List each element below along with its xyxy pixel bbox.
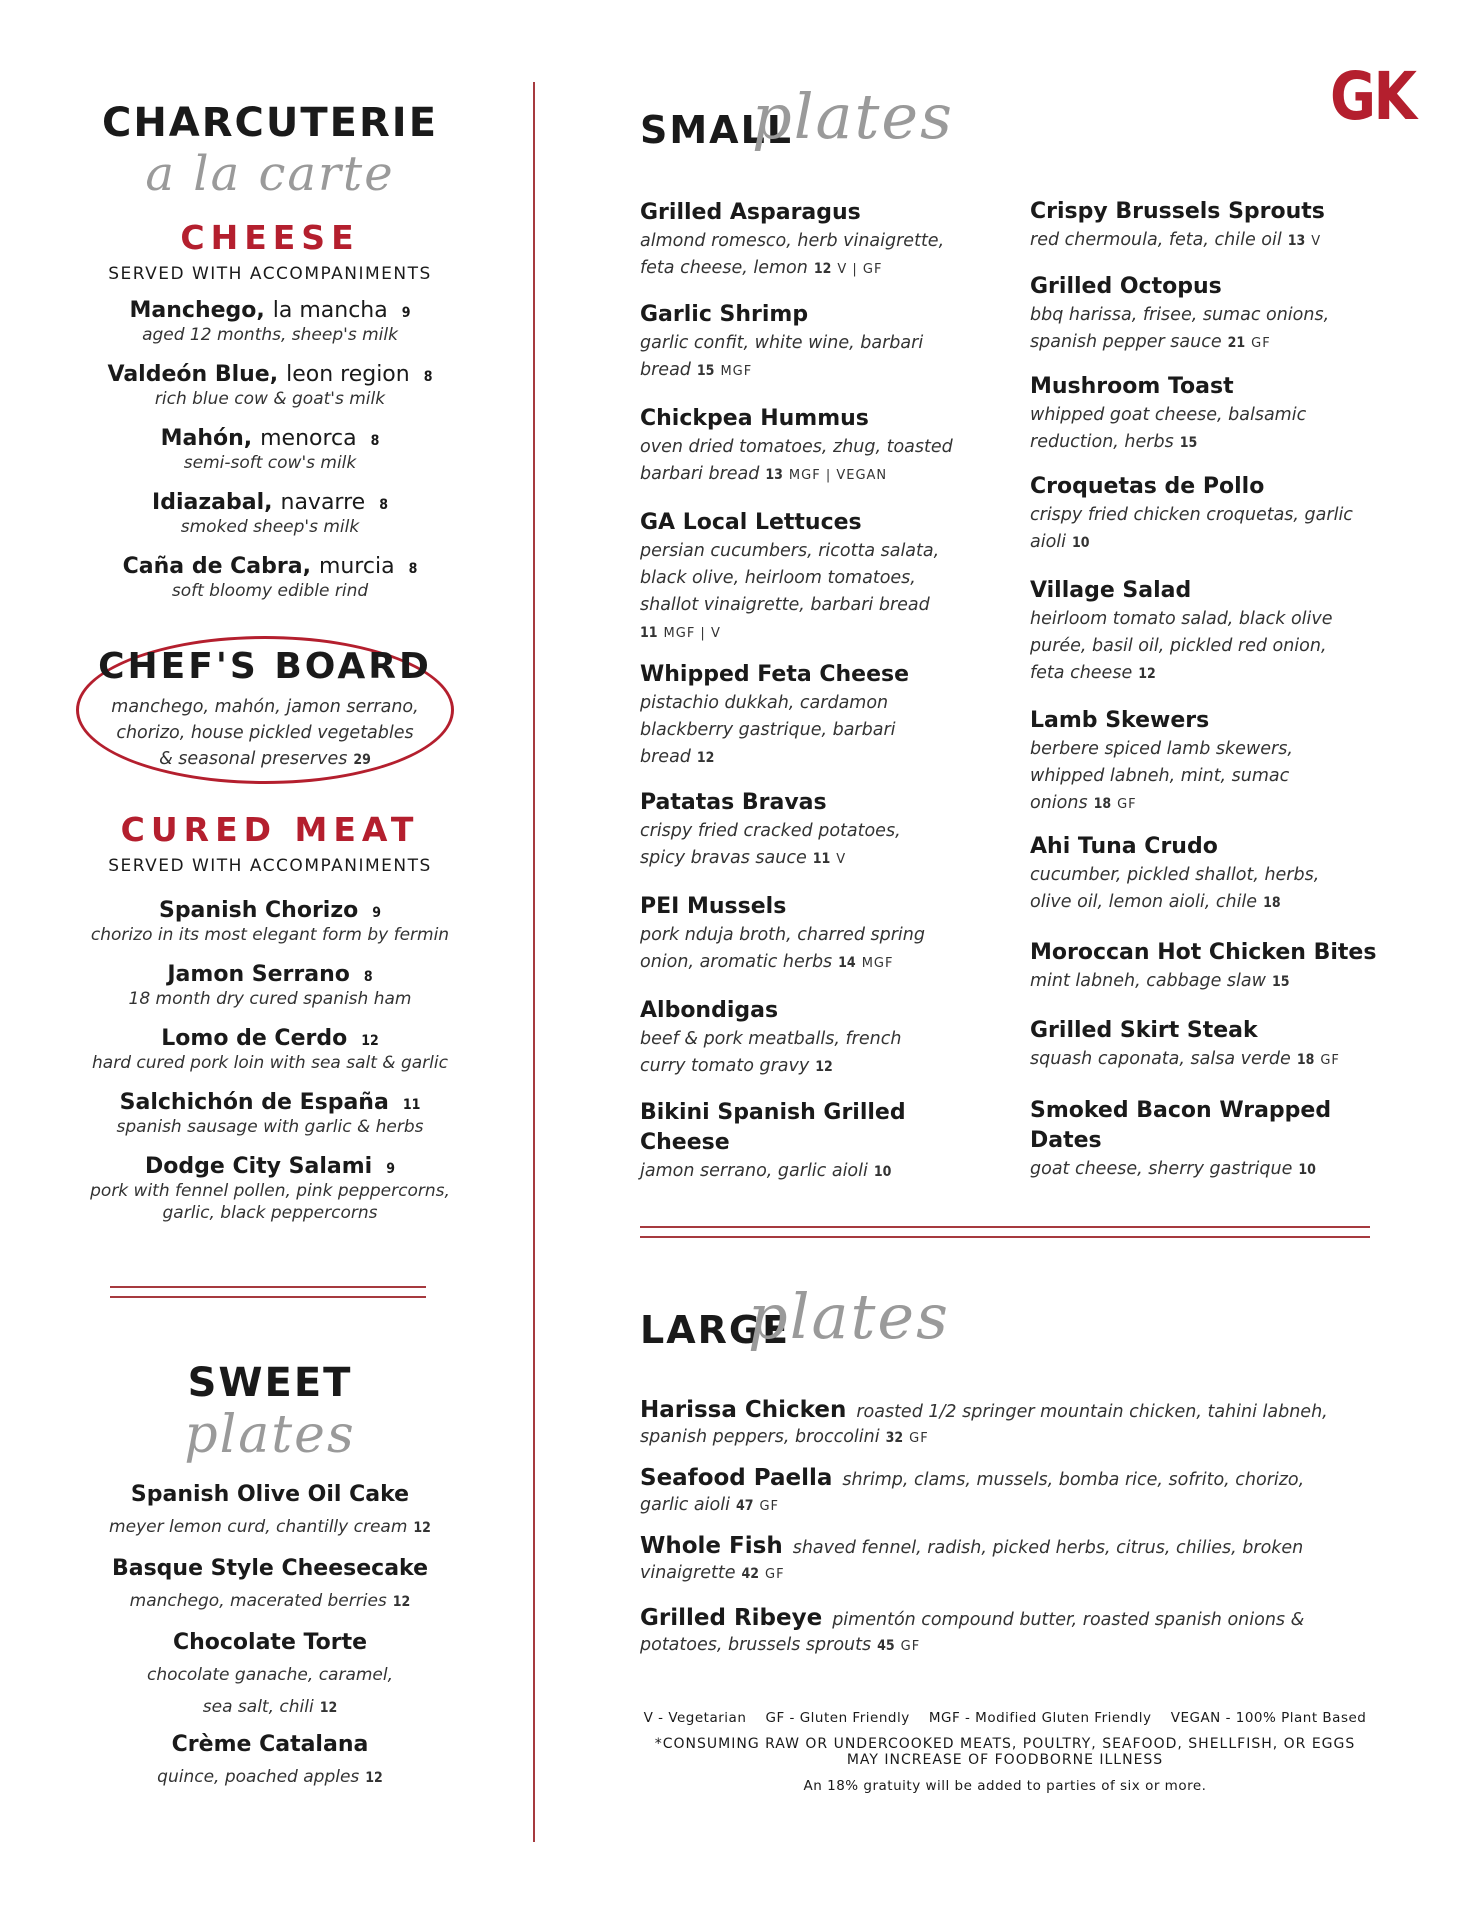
cheese-region: menorca (260, 426, 357, 451)
small-plate-desc-line (640, 717, 995, 744)
small-plate-item (1030, 372, 1385, 457)
small-plate-item (640, 404, 995, 489)
small-plate-desc: whipped goat cheese, balsamic (1030, 405, 1307, 425)
cured-meat-desc: spanish sausage with garlic & herbs (116, 1117, 424, 1137)
small-plate-name: Smoked Bacon Wrapped Dates (1030, 1098, 1332, 1153)
diet-tag: GF (900, 1639, 921, 1654)
small-plate-desc-line (1030, 402, 1385, 429)
small-plate-price: 18 (1296, 1052, 1315, 1068)
small-plate-item (640, 198, 995, 283)
cured-meat-item (60, 898, 480, 945)
small-plate-name: Whipped Feta Cheese (640, 662, 910, 687)
large-plate-desc-2: vinaigrette (640, 1563, 736, 1583)
small-plate-desc: crispy fried chicken croquetas, garlic (1030, 505, 1353, 525)
small-plate-item (640, 788, 995, 873)
cured-meat-desc: pork with fennel pollen, pink peppercorns, (90, 1181, 450, 1201)
sweet-desc: quince, poached apples (157, 1767, 360, 1787)
cured-meat-desc: hard cured pork loin with sea salt & garlic (92, 1053, 448, 1073)
cheese-desc: soft bloomy edible rind (171, 581, 369, 601)
small-plate-desc: cucumber, pickled shallot, herbs, (1030, 865, 1320, 885)
cured-meat-name: Dodge City Salami (145, 1154, 373, 1179)
large-plate-desc-2: potatoes, brussels sprouts (640, 1635, 872, 1655)
sweet-desc: meyer lemon curd, chantilly cream (109, 1517, 408, 1537)
sweet-price: 12 (413, 1520, 431, 1536)
small-plate-desc-line (640, 845, 995, 873)
large-plate-item (640, 1466, 1380, 1519)
large-plate-name: Grilled Ribeye (640, 1605, 823, 1631)
small-plate-desc: pistachio dukkah, cardamon (640, 693, 889, 713)
large-plate-desc: roasted 1/2 springer mountain chicken, tahini labneh, (856, 1402, 1328, 1422)
small-plate-desc-line (1030, 736, 1385, 763)
small-plate-desc: beef & pork meatballs, french (640, 1029, 902, 1049)
left-divider (110, 1286, 426, 1298)
small-plate-desc-line (1030, 1156, 1385, 1184)
diet-tag: GF (1320, 1053, 1340, 1068)
small-plate-price: 11 (812, 851, 831, 867)
large-plate-line1 (640, 1606, 1380, 1633)
cheese-line (60, 298, 480, 323)
large-plate-line2 (640, 1561, 1380, 1587)
cheese-price: 8 (423, 369, 433, 385)
small-plate-name: Garlic Shrimp (640, 302, 809, 327)
large-plate-item (640, 1606, 1380, 1659)
sweet-desc-2: sea salt, chili (202, 1697, 314, 1717)
charcuterie-script: a la carte (145, 146, 395, 202)
small-plate-desc: jamon serrano, garlic aioli (640, 1161, 868, 1181)
cheese-item (60, 298, 480, 345)
diet-tag: MGF (861, 956, 894, 971)
cured-meat-line (60, 962, 480, 987)
cured-meat-name: Lomo de Cerdo (161, 1026, 348, 1051)
small-plates-script: plates (752, 80, 954, 153)
sweet-desc-line (60, 1512, 480, 1543)
diet-tag: MGF | VEGAN (788, 468, 888, 483)
small-plate-desc-line (1030, 763, 1385, 790)
sweet-item (60, 1730, 480, 1793)
large-plate-desc: pimentón compound butter, roasted spanish onions & (832, 1610, 1305, 1630)
small-plate-desc: blackberry gastrique, barbari (640, 720, 896, 740)
large-plates-title: LARGE (640, 1308, 791, 1352)
small-plate-item (1030, 197, 1385, 255)
cured-meat-price: 8 (363, 969, 373, 985)
cured-meat-desc: chorizo in its most elegant form by fermin (90, 925, 450, 945)
cured-meat-price: 12 (361, 1033, 379, 1049)
small-plate-name: Grilled Skirt Steak (1030, 1018, 1258, 1043)
cured-meat-name: Salchichón de España (119, 1090, 389, 1115)
cured-meat-price: 9 (372, 905, 382, 921)
small-plate-name: Lamb Skewers (1030, 708, 1210, 733)
small-plate-desc: crispy fried cracked potatoes, (640, 821, 901, 841)
sweet-desc: chocolate ganache, caramel, (146, 1665, 394, 1685)
charcuterie-title: CHARCUTERIE (101, 100, 439, 146)
diet-tag: GF (1117, 797, 1137, 812)
large-plate-desc: shrimp, clams, mussels, bomba rice, sofrito, chorizo, (842, 1470, 1305, 1490)
sweet-name: Chocolate Torte (172, 1630, 368, 1655)
sweet-desc-line (60, 1762, 480, 1793)
sweet-desc: manchego, macerated berries (129, 1591, 387, 1611)
small-plate-item (1030, 1096, 1385, 1184)
small-plate-name: Patatas Bravas (640, 790, 827, 815)
sweet-price: 12 (365, 1770, 383, 1786)
cheese-name: Idiazabal, (152, 490, 273, 515)
sweet-title: SWEET (187, 1360, 353, 1406)
cheese-name: Mahón, (160, 426, 253, 451)
logo: GK (1330, 58, 1415, 135)
sweet-item (60, 1554, 480, 1617)
raw-warning-line1: *CONSUMING RAW OR UNDERCOOKED MEATS, POULTRY, SEAFOOD, SHELLFISH, OR EGGS (654, 1736, 1356, 1752)
small-plate-desc-line (1030, 660, 1385, 688)
diet-tag: MGF | V (663, 626, 721, 641)
large-plate-item (640, 1398, 1380, 1451)
cured-meat-desc: 18 month dry cured spanish ham (128, 989, 412, 1009)
small-plate-item (640, 660, 995, 772)
small-plate-name: Ahi Tuna Crudo (1030, 834, 1218, 859)
small-plate-item (1030, 938, 1385, 996)
column-divider (533, 82, 535, 1842)
small-plate-desc-line (1030, 968, 1385, 996)
small-plate-desc-line (640, 619, 995, 647)
small-plate-price: 12 (815, 1059, 833, 1075)
small-plate-item (1030, 472, 1385, 557)
small-plate-desc-line (1030, 529, 1385, 557)
small-plate-desc: reduction, herbs (1030, 432, 1174, 452)
sweet-desc-line (60, 1692, 480, 1723)
gratuity-note: An 18% gratuity will be added to parties of six or more. (803, 1778, 1207, 1794)
diet-legend: V - Vegetarian GF - Gluten Friendly MGF - Modified Gluten Friendly VEGAN - 100% Plant Based (643, 1710, 1367, 1726)
small-plates-title: SMALL (640, 108, 794, 152)
small-plate-desc: onion, aromatic herbs (640, 952, 833, 972)
right-divider (640, 1226, 1370, 1238)
small-plate-name: Croquetas de Pollo (1030, 474, 1265, 499)
small-plate-desc-line (1030, 862, 1385, 889)
small-plate-desc-line (640, 744, 995, 772)
cured-meat-item (60, 1090, 480, 1137)
small-plate-desc-line (640, 949, 995, 977)
cheese-name: Manchego, (129, 298, 265, 323)
small-plate-price: 15 (1271, 974, 1290, 990)
small-plate-item (640, 892, 995, 977)
small-plate-desc-line (1030, 429, 1385, 457)
footer (640, 1710, 1370, 1794)
diet-tag: V | GF (837, 262, 883, 277)
sweet-name: Spanish Olive Oil Cake (130, 1482, 410, 1507)
small-plate-item (1030, 706, 1385, 818)
cured-meat-price: 9 (386, 1161, 395, 1177)
cheese-region: murcia (318, 554, 395, 579)
cheese-title: CHEESE (180, 218, 360, 257)
cheese-line (60, 362, 480, 387)
small-plate-price: 18 (1093, 796, 1112, 812)
raw-warning-line2: MAY INCREASE OF FOODBORNE ILLNESS (846, 1752, 1164, 1768)
cheese-desc: rich blue cow & goat's milk (154, 389, 386, 409)
small-plate-item (640, 508, 995, 647)
cured-meat-name: Spanish Chorizo (158, 898, 359, 923)
sweet-item (60, 1628, 480, 1723)
diet-tag: V (836, 852, 847, 867)
cheese-line (60, 490, 480, 515)
large-plate-line2 (640, 1493, 1380, 1519)
cheese-desc: semi-soft cow's milk (183, 453, 357, 473)
small-plate-desc-line (1030, 606, 1385, 633)
small-plate-price: 11 (640, 625, 658, 641)
cheese-item (60, 362, 480, 409)
large-plate-desc: shaved fennel, radish, picked herbs, citrus, chilies, broken (792, 1538, 1304, 1558)
large-plate-price: 47 (735, 1498, 754, 1514)
small-plate-desc: almond romesco, herb vinaigrette, (640, 231, 945, 251)
small-plate-price: 21 (1227, 335, 1246, 351)
diet-tag: V (1311, 234, 1322, 249)
cured-meat-subtitle: SERVED WITH ACCOMPANIMENTS (108, 856, 432, 876)
small-plate-desc: spicy bravas sauce (640, 848, 807, 868)
sweet-script: plates (184, 1405, 356, 1465)
small-plate-price: 14 (838, 955, 856, 971)
chefs-board-line1: manchego, mahón, jamon serrano, (111, 697, 419, 717)
cheese-region: la mancha (272, 298, 388, 323)
cheese-subtitle: SERVED WITH ACCOMPANIMENTS (108, 264, 432, 284)
small-plate-name: Grilled Octopus (1030, 274, 1222, 299)
small-plate-price: 13 (1287, 233, 1306, 249)
small-plate-desc-line (640, 818, 995, 845)
cured-meat-item (60, 1026, 480, 1073)
large-plate-line2 (640, 1633, 1380, 1659)
cheese-line (60, 554, 480, 579)
small-plate-desc: garlic confit, white wine, barbari (640, 333, 924, 353)
cheese-region: navarre (280, 490, 366, 515)
small-plate-price: 12 (1138, 666, 1156, 682)
small-plate-desc: berbere spiced lamb skewers, (1030, 739, 1293, 759)
sweet-item (60, 1480, 480, 1543)
cured-meat-title: CURED MEAT (120, 810, 420, 849)
cheese-desc: aged 12 months, sheep's milk (142, 325, 398, 345)
small-plate-item (1030, 1016, 1385, 1074)
sweet-name: Basque Style Cheesecake (111, 1556, 429, 1581)
small-plate-item (1030, 272, 1385, 357)
chefs-board-title: CHEF'S BOARD (98, 646, 432, 687)
small-plate-name: Moroccan Hot Chicken Bites (1030, 940, 1377, 965)
small-plate-desc: purée, basil oil, pickled red onion, (1030, 636, 1327, 656)
small-plate-name: Village Salad (1030, 578, 1192, 603)
small-plate-price: 18 (1263, 895, 1281, 911)
small-plate-desc-line (1030, 227, 1385, 255)
small-plate-price: 10 (1072, 535, 1090, 551)
sweet-desc-line (60, 1586, 480, 1617)
small-plate-desc: aioli (1030, 532, 1067, 552)
small-plate-desc: red chermoula, feta, chile oil (1030, 230, 1282, 250)
small-plate-desc: barbari bread (640, 464, 760, 484)
small-plate-desc: mint labneh, cabbage slaw (1030, 971, 1266, 991)
small-plate-desc: bbq harissa, frisee, sumac onions, (1030, 305, 1330, 325)
small-plate-desc-line (1030, 790, 1385, 818)
small-plate-desc-line (640, 228, 995, 255)
sweet-price: 12 (392, 1594, 411, 1610)
cheese-item (60, 490, 480, 537)
diet-tag: GF (765, 1567, 785, 1582)
small-plate-desc: squash caponata, salsa verde (1030, 1049, 1291, 1069)
cheese-price: 8 (370, 433, 380, 449)
large-plate-name: Seafood Paella (640, 1465, 833, 1491)
cured-meat-price: 11 (402, 1097, 421, 1113)
small-plate-desc-line (640, 922, 995, 949)
small-plate-desc: black olive, heirloom tomatoes, (640, 568, 916, 588)
small-plate-desc-line (640, 1053, 995, 1081)
small-plate-desc-line (1030, 633, 1385, 660)
large-plate-item (640, 1534, 1380, 1587)
small-plate-desc: feta cheese, lemon (640, 258, 808, 278)
small-plate-price: 12 (696, 750, 715, 766)
small-plate-item (1030, 832, 1385, 917)
diet-tag: GF (909, 1431, 929, 1446)
small-plate-desc: persian cucumbers, ricotta salata, (640, 541, 940, 561)
small-plate-item (1030, 576, 1385, 688)
cheese-price: 8 (408, 561, 418, 577)
small-plate-price: 15 (1179, 435, 1198, 451)
small-plate-desc-line (640, 330, 995, 357)
cured-meat-line (60, 898, 480, 923)
small-plate-name: Crispy Brussels Sprouts (1030, 199, 1325, 224)
small-plate-item (640, 1098, 995, 1186)
large-plate-price: 45 (877, 1638, 895, 1654)
cured-meat-desc-2: garlic, black peppercorns (162, 1203, 378, 1223)
small-plate-desc: whipped labneh, mint, sumac (1030, 766, 1290, 786)
small-plate-price: 10 (1298, 1162, 1316, 1178)
cheese-name: Caña de Cabra, (122, 554, 311, 579)
chefs-board-price: 29 (353, 752, 371, 768)
small-plate-desc-line (640, 565, 995, 592)
small-plate-desc-line (640, 255, 995, 283)
small-plate-desc-line (640, 538, 995, 565)
small-plate-price: 10 (873, 1164, 892, 1180)
cheese-item (60, 554, 480, 601)
small-plate-name: Albondigas (640, 998, 779, 1023)
diet-tag: MGF (720, 364, 753, 379)
large-plate-line2 (640, 1425, 1380, 1451)
cheese-line (60, 426, 480, 451)
small-plate-name: Bikini Spanish Grilled Cheese (640, 1100, 906, 1155)
small-plate-desc-line (1030, 502, 1385, 529)
small-plate-desc-line (1030, 1046, 1385, 1074)
large-plate-line1 (640, 1466, 1380, 1493)
small-plate-desc-line (1030, 302, 1385, 329)
small-plate-desc: curry tomato gravy (640, 1056, 810, 1076)
small-plate-price: 15 (696, 363, 715, 379)
cheese-desc: smoked sheep's milk (180, 517, 360, 537)
large-plate-line1 (640, 1398, 1380, 1425)
cheese-region: leon region (286, 362, 410, 387)
small-plate-desc-line (640, 1026, 995, 1053)
small-plate-name: Mushroom Toast (1030, 374, 1234, 399)
large-plate-desc-2: garlic aioli (640, 1495, 730, 1515)
small-plate-desc-line (640, 690, 995, 717)
large-plate-desc-2: spanish peppers, broccolini (640, 1427, 880, 1447)
small-plate-desc: bread (640, 360, 691, 380)
large-plates-script: plates (748, 1280, 950, 1353)
small-plate-price: 12 (813, 261, 832, 277)
cured-meat-line (60, 1154, 480, 1179)
small-plate-desc-line (1030, 329, 1385, 357)
small-plate-desc: olive oil, lemon aioli, chile (1030, 892, 1258, 912)
small-plate-desc-line (640, 461, 995, 489)
cheese-price: 8 (379, 497, 388, 513)
cheese-item (60, 426, 480, 473)
small-plate-desc-line (640, 1158, 995, 1186)
cheese-price: 9 (401, 305, 411, 321)
cured-meat-line (60, 1090, 480, 1115)
small-plate-desc-line (640, 592, 995, 619)
cured-meat-item (60, 962, 480, 1009)
small-plate-desc-line (640, 357, 995, 385)
small-plate-item (640, 996, 995, 1081)
large-plate-name: Harissa Chicken (640, 1397, 847, 1423)
chefs-board-line2: chorizo, house pickled vegetables (116, 723, 414, 743)
diet-tag: GF (1251, 336, 1271, 351)
small-plate-name: PEI Mussels (640, 894, 787, 919)
large-plate-price: 32 (885, 1430, 904, 1446)
cured-meat-name: Jamon Serrano (167, 962, 350, 987)
small-plate-desc: heirloom tomato salad, black olive (1030, 609, 1333, 629)
diet-tag: GF (759, 1499, 780, 1514)
sweet-name: Crème Catalana (171, 1732, 369, 1757)
small-plate-item (640, 300, 995, 385)
large-plate-name: Whole Fish (640, 1533, 783, 1559)
large-plate-price: 42 (741, 1566, 759, 1582)
small-plate-desc: pork nduja broth, charred spring (640, 925, 925, 945)
small-plate-desc: spanish pepper sauce (1030, 332, 1222, 352)
small-plate-name: Grilled Asparagus (640, 200, 861, 225)
small-plate-price: 13 (765, 467, 783, 483)
small-plate-desc-line (640, 434, 995, 461)
cured-meat-line (60, 1026, 480, 1051)
small-plate-name: GA Local Lettuces (640, 510, 862, 535)
chefs-board-line3: & seasonal preserves (159, 749, 348, 769)
chefs-board-desc (76, 694, 454, 773)
small-plate-name: Chickpea Hummus (640, 406, 869, 431)
small-plate-desc: shallot vinaigrette, barbari bread (640, 595, 930, 615)
small-plate-desc: oven dried tomatoes, zhug, toasted (640, 437, 953, 457)
sweet-price: 12 (319, 1700, 338, 1716)
small-plate-desc: bread (640, 747, 691, 767)
small-plate-desc-line (1030, 889, 1385, 917)
large-plate-line1 (640, 1534, 1380, 1561)
small-plate-desc: goat cheese, sherry gastrique (1030, 1159, 1293, 1179)
small-plate-desc: feta cheese (1030, 663, 1133, 683)
small-plate-desc: onions (1030, 793, 1088, 813)
cheese-name: Valdeón Blue, (107, 362, 279, 387)
cured-meat-item (60, 1154, 480, 1223)
